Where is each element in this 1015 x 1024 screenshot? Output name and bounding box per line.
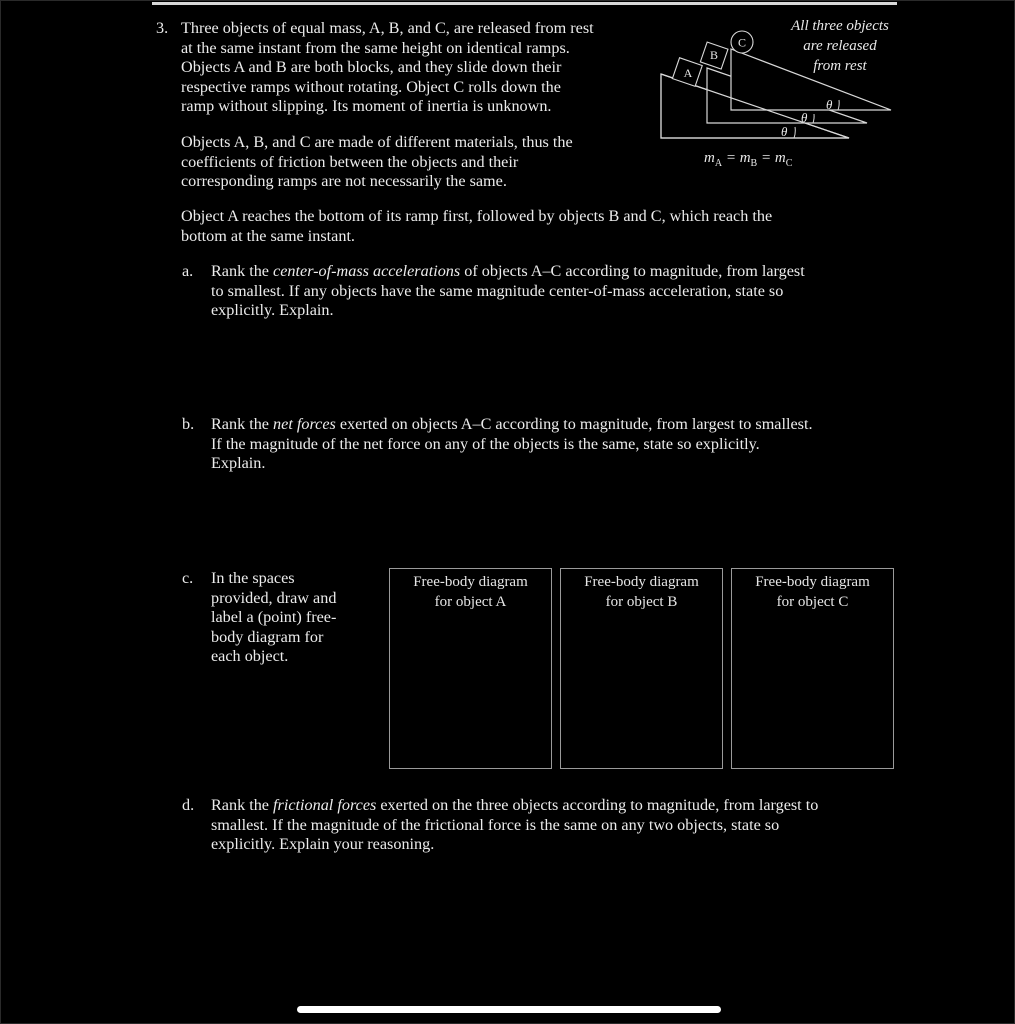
label-a: A — [683, 66, 693, 80]
theta-b: θ — [801, 110, 808, 125]
part-b-prompt: Rank the net forces exerted on objects A–C according to magnitude, from largest to smallest. If the magnitude of the net force on any of the objects is the same, state so explicitly. Explain. — [211, 415, 813, 473]
question-materials-paragraph: Objects A, B, and C are made of different materials, thus the coefficients of friction between the objects and their corresponding ramps are not necessarily the same. — [181, 133, 573, 191]
ramps-figure — [655, 20, 900, 145]
theta-c: θ — [826, 97, 833, 112]
fbd-box-a[interactable] — [389, 568, 552, 769]
mass-equality: $m_A = m_B = m_C$ — [704, 150, 793, 169]
fbd-caption-a: Free-body diagram for object A — [413, 574, 528, 610]
question-order-paragraph: Object A reaches the bottom of its ramp first, followed by objects B and C, which reach the bottom at the same instant. — [181, 207, 773, 245]
part-d-prompt: Rank the frictional forces exerted on the three objects according to magnitude, from largest to smallest. If the magnitude of the frictional force is the same on any two objects, state so explicitly. Explain your reasoning. — [211, 796, 819, 854]
part-b-letter: b. — [182, 415, 195, 433]
ramp-c — [731, 49, 891, 110]
fbd-box-c[interactable] — [731, 568, 894, 769]
part-d-letter: d. — [182, 796, 195, 814]
label-b: B — [709, 48, 719, 62]
question-number: 3. — [156, 19, 169, 37]
part-a-letter: a. — [182, 262, 194, 280]
fbd-box-b[interactable] — [560, 568, 723, 769]
label-c: C — [737, 35, 747, 50]
angle-arc-a — [794, 127, 795, 138]
figure-caption: All three objects are released from rest — [791, 18, 889, 74]
theta-a: θ — [781, 124, 788, 139]
fbd-caption-c: Free-body diagram for object C — [755, 574, 870, 610]
top-rule — [152, 2, 897, 5]
part-c-prompt: In the spaces provided, draw and label a (point) free- body diagram for each object. — [211, 569, 337, 666]
part-c-letter: c. — [182, 569, 194, 587]
fbd-caption-b: Free-body diagram for object B — [584, 574, 699, 610]
part-a-prompt: Rank the center-of-mass accelerations of objects A–C according to magnitude, from largest to smallest. If any objects have the same magnitude center-of-mass acceleration, state so explicitly. Explain. — [211, 262, 805, 320]
home-indicator[interactable] — [297, 1006, 721, 1013]
question-intro: Three objects of equal mass, A, B, and C, are released from rest at the same instant from the same height on identical ramps. Objects A and B are both blocks, and they slide down their respective ramps without rotating. Object C rolls down the ramp without slipping. Its moment of inertia is unknown. — [181, 19, 594, 116]
